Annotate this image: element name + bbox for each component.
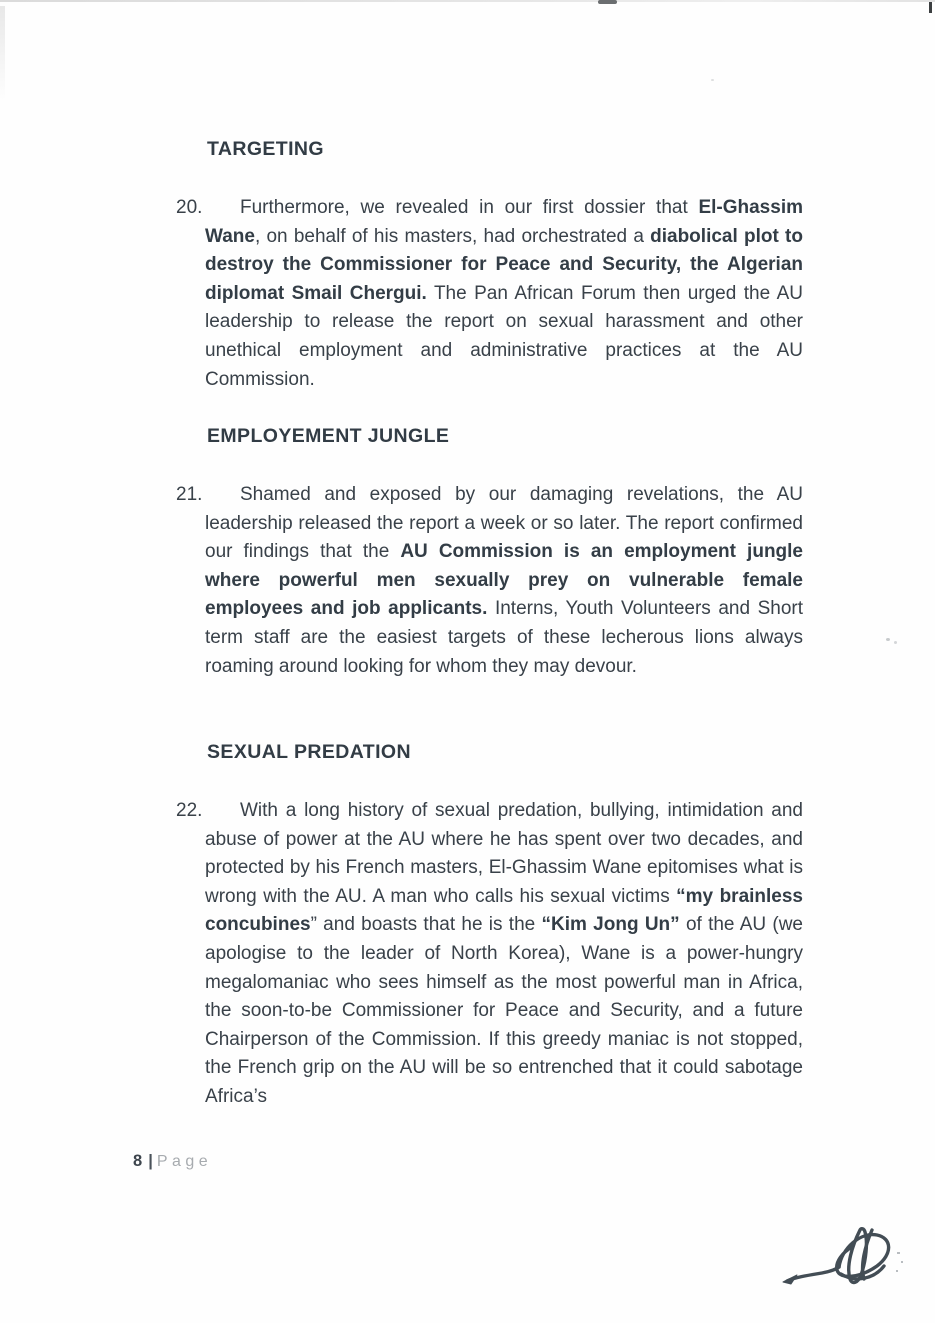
footer-separator: | xyxy=(148,1152,153,1170)
footer-page-word: Page xyxy=(156,1153,213,1170)
scan-edge-shadow xyxy=(0,6,5,101)
paragraph-number: 22. xyxy=(176,800,203,821)
paragraph-number: 21. xyxy=(176,484,203,505)
numbered-paragraph xyxy=(176,194,803,394)
document-section xyxy=(0,741,935,1112)
section-heading: SEXUAL PREDATION xyxy=(207,741,411,763)
signature-icon xyxy=(780,1224,904,1298)
paragraph-number: 20. xyxy=(176,197,203,218)
scan-noise xyxy=(598,0,617,4)
numbered-paragraph xyxy=(176,797,804,1112)
document-section xyxy=(0,425,935,681)
paragraph-text: Furthermore, we revealed in our first dossier that El-Ghassim Wane, on behalf of his masters, had orchestrated a diabolical plot to destroy the Commissioner for Peace and Security, the Algerian diplomat Smail Chergui. The Pan African Forum then urged the AU leadership to release the report on sexual harassment and other unethical employment and administrative practices at the AU Commission. xyxy=(205,197,803,390)
document-section xyxy=(0,138,935,394)
section-heading: TARGETING xyxy=(207,138,324,160)
scan-noise xyxy=(929,2,932,13)
scan-noise xyxy=(711,79,714,81)
page-number: 8 xyxy=(133,1152,143,1170)
section-heading: EMPLOYEMENT JUNGLE xyxy=(207,425,450,447)
page-footer xyxy=(133,1152,212,1171)
scan-edge-line xyxy=(0,0,935,2)
paragraph-text: With a long history of sexual predation, bullying, intimidation and abuse of power at the AU where he has spent over two decades, and protected by his French masters, El-Ghassim Wane epitomises what is wrong with the AU. A man who calls his sexual victims “my brainless concubines” and boasts that he is the “Kim Jong Un” of the AU (we apologise to the leader of North Korea), Wane is a power-hungry megalomaniac who sees himself as the most powerful man in Africa, the soon-to-be Commissioner for Peace and Security, and a future Chairperson of the Commission. If this greedy maniac is not stopped, the French grip on the AU will be so entrenched that it could sabotage Africa’s xyxy=(205,800,804,1107)
numbered-paragraph xyxy=(176,481,803,681)
paragraph-text: Shamed and exposed by our damaging revelations, the AU leadership released the report a week or so later. The report confirmed our findings that the AU Commission is an employment jungle where powerful men sexually prey on vulnerable female employees and job applicants. Interns, Youth Volunteers and Short term staff are the easiest targets of these lecherous lions always roaming around looking for whom they may devour. xyxy=(205,484,803,677)
